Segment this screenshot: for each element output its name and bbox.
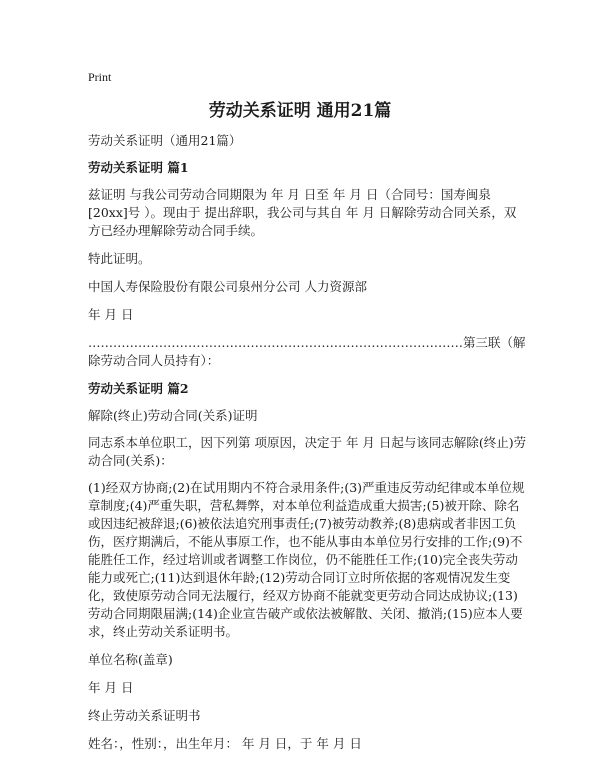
section1-paragraph-1: 兹证明 与我公司劳动合同期限为 年 月 日至 年 月 日（合同号：国寿闽泉[20xx]号 ）。现由于 提出辞职，我公司与其自 年 月 日解除劳动合同关系，双方已经办理解除劳动合同手续。: [88, 187, 517, 238]
section1-paragraph-2: 特此证明。: [88, 251, 151, 266]
section2-paragraph-3: (1)经双方协商;(2)在试用期内不符合录用条件;(3)严重违反劳动纪律或本单位规章制度;(4)严重失职，营私舞弊，对本单位利益造成重大损害;(5)被开除、除名或因违纪被辞退;(6)被依法追究刑事责任;(7)被劳动教养;(8)患病或者非因工负伤，医疗期满后，不能从事原工作，也不能从事由本单位另行安排的工作;(9)不能胜任工作，经过培训或者调整工作岗位，仍不能胜任工作;(10)完全丧失劳动能力或死亡;(11)达到退休年龄;(12)劳动合同订立时所依据的客观情况发生变化，致使原劳动合同无法履行，经双方协商不能就变更劳动合同达成协议;(13)劳动合同期限届满;(14)企业宣告破产或依法被解散、关闭、撤消;(15)应本人要求，终止劳动关系证明书。: [88, 480, 525, 639]
section2-paragraph-1: 解除(终止)劳动合同(关系)证明: [88, 408, 258, 423]
document-title: 劳动关系证明 通用21篇: [208, 101, 392, 121]
section2-paragraph-2: 同志系本单位职工，因下列第 项原因，决定于 年 月 日起与该同志解除(终止)劳动合同(关系)：: [88, 435, 527, 468]
section2-heading: 劳动关系证明 篇2: [88, 381, 189, 396]
section2-paragraph-5: 年 月 日: [88, 680, 134, 695]
section1-paragraph-4: 年 月 日: [88, 307, 134, 322]
section2-paragraph-4: 单位名称(盖章): [88, 652, 173, 667]
document-body: [88, 132, 528, 753]
section1-paragraph-3: 中国人寿保险股份有限公司泉州分公司 人力资源部: [88, 279, 367, 294]
section2-paragraph-6: 终止劳动关系证明书: [88, 708, 201, 723]
section2-paragraph-7: 姓名：，性别：，出生年月： 年 月 日，于 年 月 日: [88, 736, 362, 751]
document-subtitle: 劳动关系证明（通用21篇）: [88, 133, 242, 148]
print-label[interactable]: Print: [88, 70, 112, 84]
section1-heading: 劳动关系证明 篇1: [88, 160, 189, 175]
section1-paragraph-5: ………………………………………………………………………………第三联（解除劳动合同人员持有）：: [88, 335, 526, 368]
